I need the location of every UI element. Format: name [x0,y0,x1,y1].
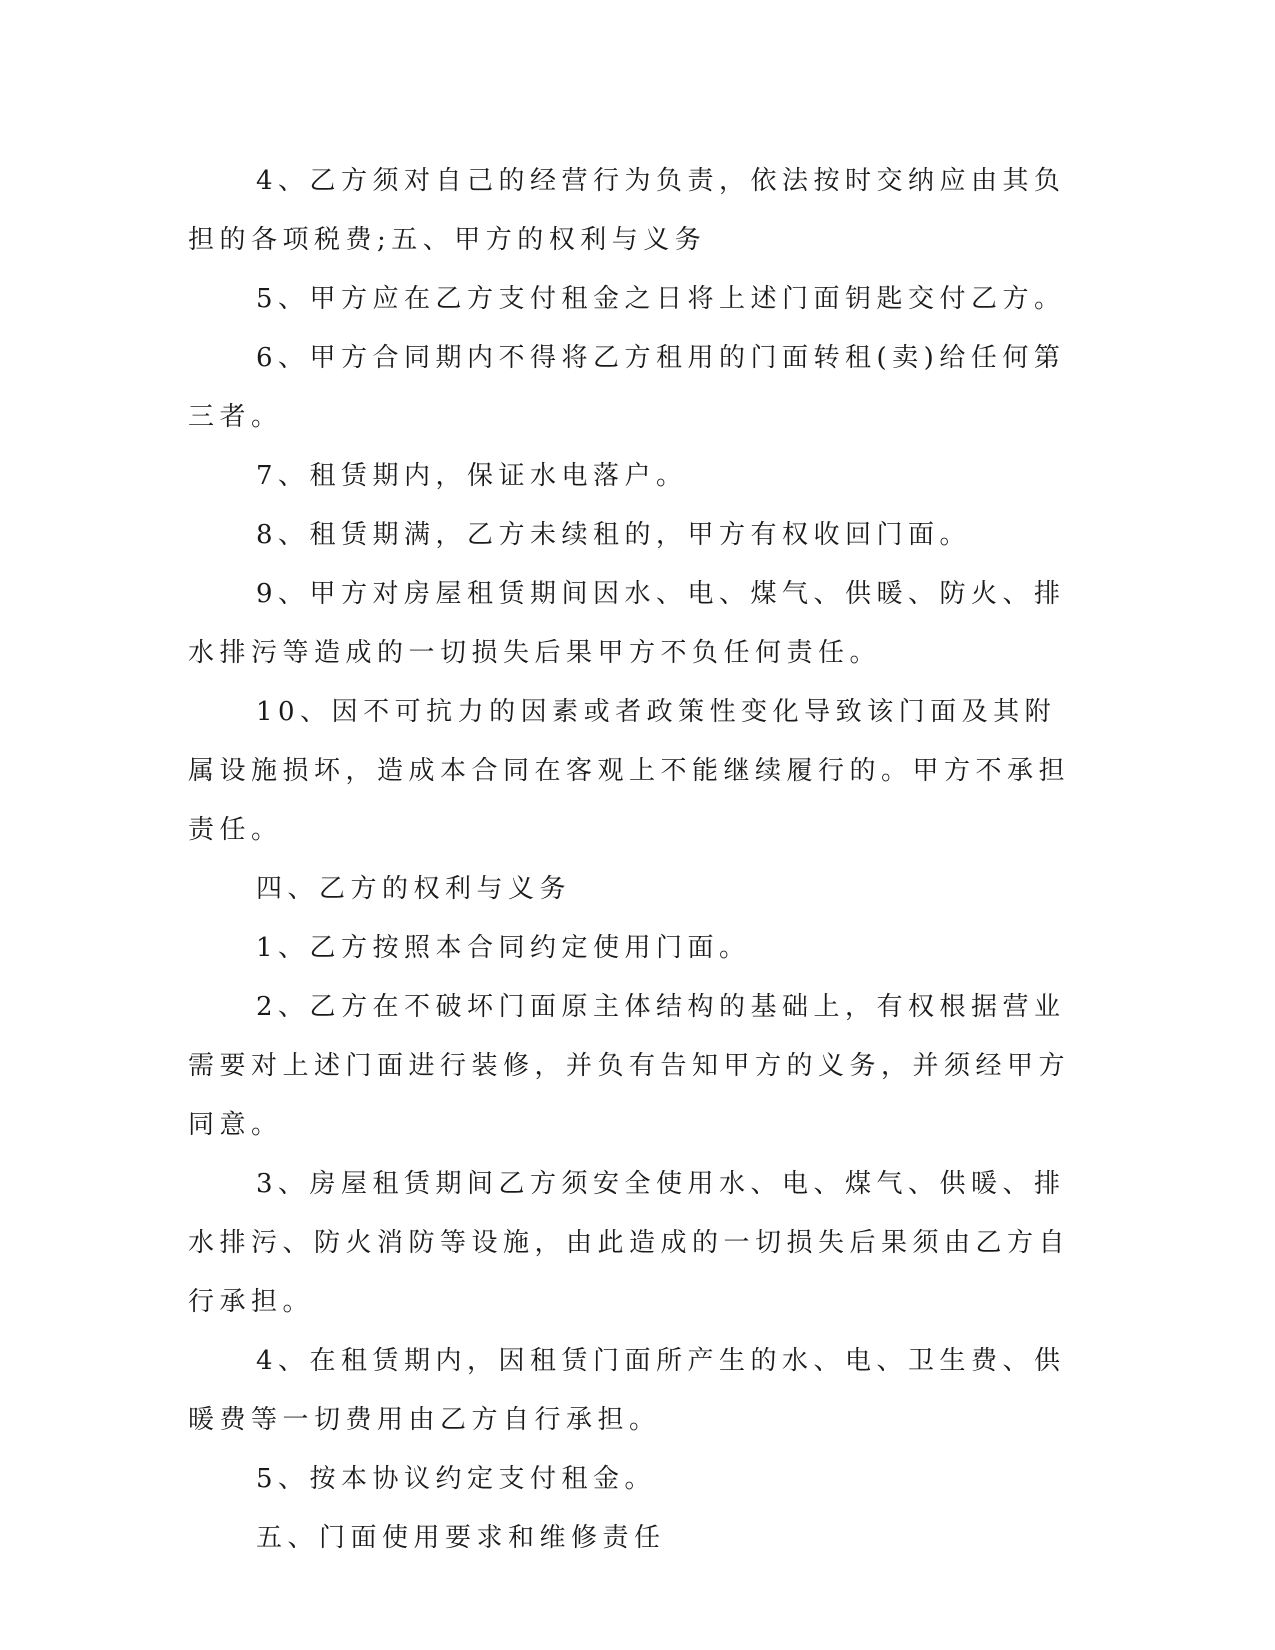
paragraph: 3、房屋租赁期间乙方须安全使用水、电、煤气、供暖、排水排污、防火消防等设施，由此造成的一切损失后果须由乙方自行承担。 [188,1169,1071,1317]
paragraph: 6、甲方合同期内不得将乙方租用的门面转租(卖)给任何第三者。 [188,343,1066,432]
paragraph: 9、甲方对房屋租赁期间因水、电、煤气、供暖、防火、排水排污等造成的一切损失后果甲方不负任何责任。 [188,579,1066,668]
document-body [188,152,1078,1568]
section-heading: 四、乙方的权利与义务 [256,874,572,904]
paragraph: 5、按本协议约定支付租金。 [256,1464,657,1494]
paragraph: 5、甲方应在乙方支付租金之日将上述门面钥匙交付乙方。 [256,284,1066,314]
paragraph: 4、在租赁期内，因租赁门面所产生的水、电、卫生费、供暖费等一切费用由乙方自行承担。 [188,1346,1066,1435]
paragraph: 1、乙方按照本合同约定使用门面。 [256,933,751,963]
paragraph: 7、租赁期内，保证水电落户。 [256,461,688,491]
paragraph: 2、乙方在不破坏门面原主体结构的基础上，有权根据营业需要对上述门面进行装修，并负有告知甲方的义务，并须经甲方同意。 [188,992,1071,1140]
section-heading: 五、门面使用要求和维修责任 [256,1523,666,1553]
paragraph: 4、乙方须对自己的经营行为负责，依法按时交纳应由其负担的各项税费;五、甲方的权利与义务 [188,166,1066,255]
paragraph: 8、租赁期满，乙方未续租的，甲方有权收回门面。 [256,520,972,550]
paragraph: 10、因不可抗力的因素或者政策性变化导致该门面及其附属设施损坏，造成本合同在客观上不能继续履行的。甲方不承担责任。 [188,697,1071,845]
